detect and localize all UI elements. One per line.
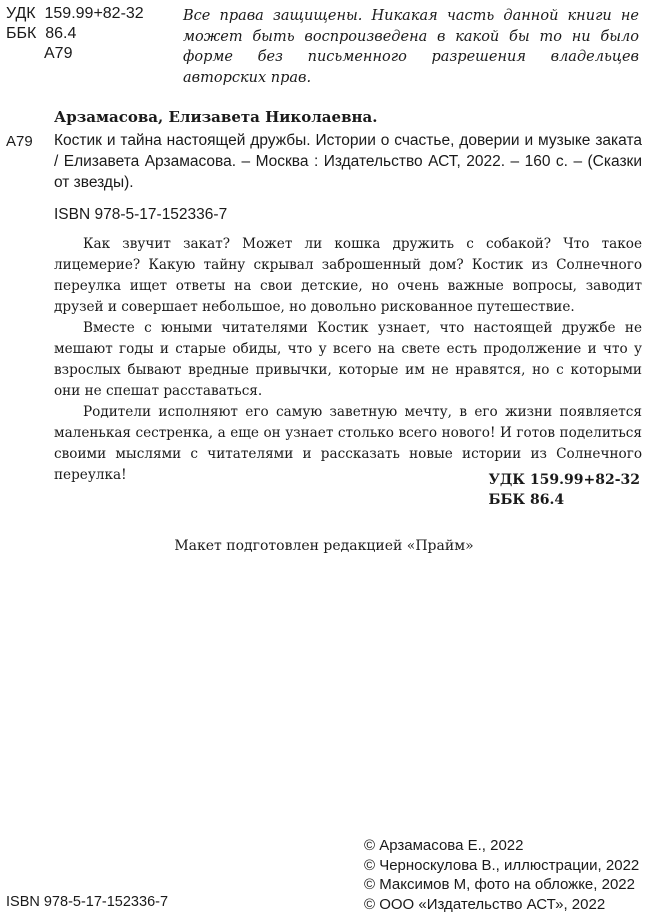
copyright-line: © Максимов М, фото на обложке, 2022: [364, 876, 635, 893]
maket-note: Макет подготовлен редакцией «Прайм»: [174, 538, 474, 554]
copyright-line: © Черноскулова В., иллюстрации, 2022: [364, 856, 640, 874]
index-codes: [488, 470, 640, 510]
copyright-line: © Арзамасова Е., 2022: [364, 837, 524, 854]
record-author: Арзамасова, Елизавета Николаевна.: [54, 108, 378, 126]
bbk-row: [6, 24, 144, 44]
author-sign: А79: [44, 45, 73, 62]
record-description: Костик и тайна настоящей дружбы. Истории о счастье, доверии и музыке заката / Елизавета Арзамасова. – Москва : Издательство АСТ, 2022. – 160 с. – (Сказки от звезды).: [54, 132, 642, 191]
udk-row: [6, 4, 144, 24]
classification-codes: [6, 4, 144, 64]
bottom-isbn: ISBN 978-5-17-152336-7: [6, 894, 169, 910]
index-udk: УДК 159.99+82-32: [488, 472, 640, 488]
copyright-line: © ООО «Издательство АСТ», 2022: [364, 895, 606, 913]
annotation-paragraph-3: Родители исполняют его самую заветную мечту, в его жизни появляется маленькая сестренка, а еще он узнает столько всего нового! И готов поделиться своими мыслями с читателями и рассказать новые истории из Солнечного переулка!: [54, 404, 642, 483]
record-sign: А79: [6, 133, 33, 150]
annotation-paragraph-2: Вместе с юными читателями Костик узнает, что настоящей дружбе не мешают годы и старые обиды, что у всего на свете есть продолжение и что у взрослых бывают вредные привычки, которые им не нравятся, но с которыми они не спешат расставаться.: [54, 320, 642, 399]
annotation-paragraph-1: Как звучит закат? Может ли кошка дружить с собакой? Что такое лицемерие? Какую тайну скрывал заброшенный дом? Костик из Солнечного переулка ищет ответы на свои детские, но очень важные вопросы, заводит друзей и совершает небольшое, но довольно рискованное путешествие.: [54, 236, 642, 315]
udk-label: УДК: [6, 5, 36, 22]
annotation: [54, 234, 642, 486]
record-isbn: ISBN 978-5-17-152336-7: [54, 206, 228, 223]
index-bbk: ББК 86.4: [488, 492, 565, 508]
copyright-block: [364, 836, 639, 914]
udk-value: 159.99+82-32: [44, 5, 144, 22]
bbk-label: ББК: [6, 25, 37, 42]
rights-notice: Все права защищены. Никакая часть данной книги не может быть воспроизведена в какой бы то ни было форме без письменного разрешения владельцев авторских прав.: [183, 8, 639, 86]
bbk-value: 86.4: [45, 25, 77, 42]
